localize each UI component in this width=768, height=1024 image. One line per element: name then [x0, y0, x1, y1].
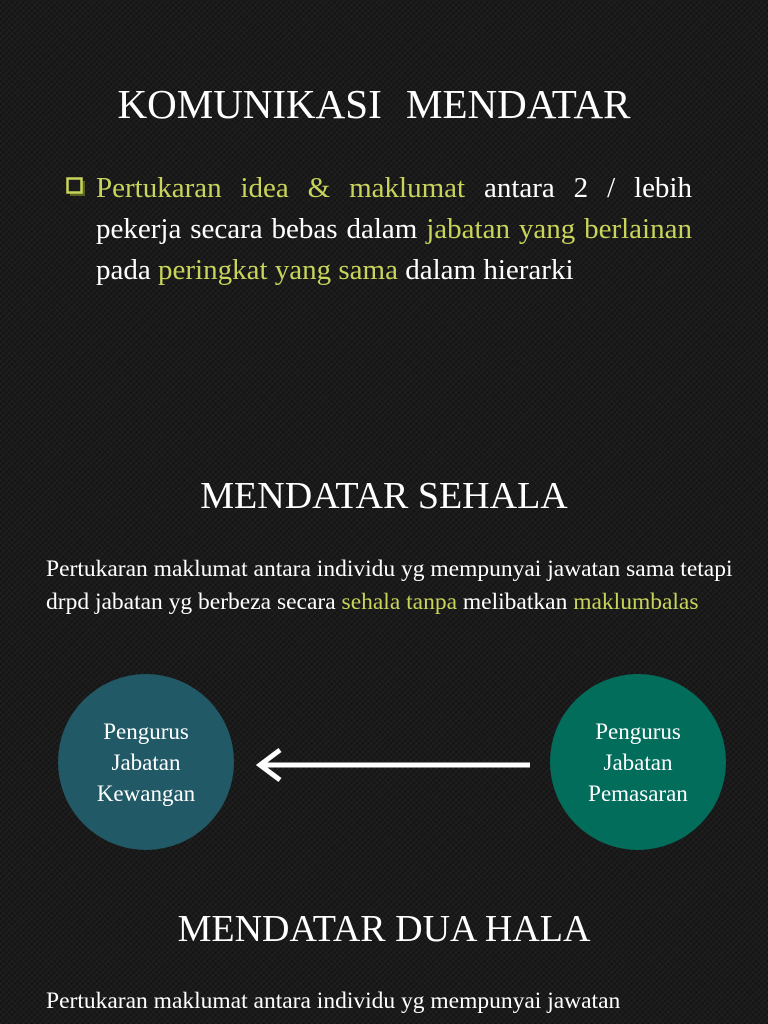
circle-kewangan-line2: Jabatan	[111, 749, 181, 775]
hollow-square-bullet-icon	[66, 177, 86, 197]
bullet-text	[96, 168, 692, 291]
circle-pemasaran-line2: Jabatan	[603, 749, 673, 775]
bullet-text-4: dalam hierarki	[397, 254, 574, 286]
sehala-text-2: melibatkan	[457, 589, 574, 615]
left-arrow-icon	[250, 744, 534, 786]
circle-kewangan-line3: Kewangan	[96, 780, 196, 806]
bullet-text-3: pada	[96, 254, 158, 286]
sehala-highlight-2: maklumbalas	[573, 589, 699, 615]
heading-mendatar-dua-hala: MENDATAR DUA HALA	[177, 908, 591, 950]
circle-kewangan-line1: Pengurus	[103, 718, 189, 744]
circle-pemasaran-line3: Pemasaran	[588, 780, 688, 806]
slide-title: KOMUNIKASI MENDATAR	[117, 81, 631, 127]
circle-pemasaran	[550, 674, 726, 850]
bullet-highlight-3: peringkat yang sama	[158, 254, 398, 286]
duahala-description: Pertukaran maklumat antara individu yg mempunyai jawatan	[46, 988, 621, 1014]
circle-kewangan	[58, 674, 234, 850]
bullet-point	[66, 168, 692, 291]
circle-pemasaran-line1: Pengurus	[595, 718, 681, 744]
bullet-text-2: antara 2 / lebih pekerja secara bebas dalam	[96, 172, 692, 245]
sehala-description	[46, 553, 736, 619]
heading-mendatar-sehala: MENDATAR SEHALA	[200, 475, 568, 517]
bullet-highlight-1: Pertukaran idea & maklumat	[96, 172, 466, 204]
bullet-highlight-2: jabatan yang berlainan	[426, 213, 692, 245]
sehala-highlight-1: sehala tanpa	[341, 589, 458, 615]
sehala-text-1: Pertukaran maklumat antara individu yg mempunyai jawatan sama tetapi drpd jabatan yg berbeza secara	[46, 556, 733, 615]
